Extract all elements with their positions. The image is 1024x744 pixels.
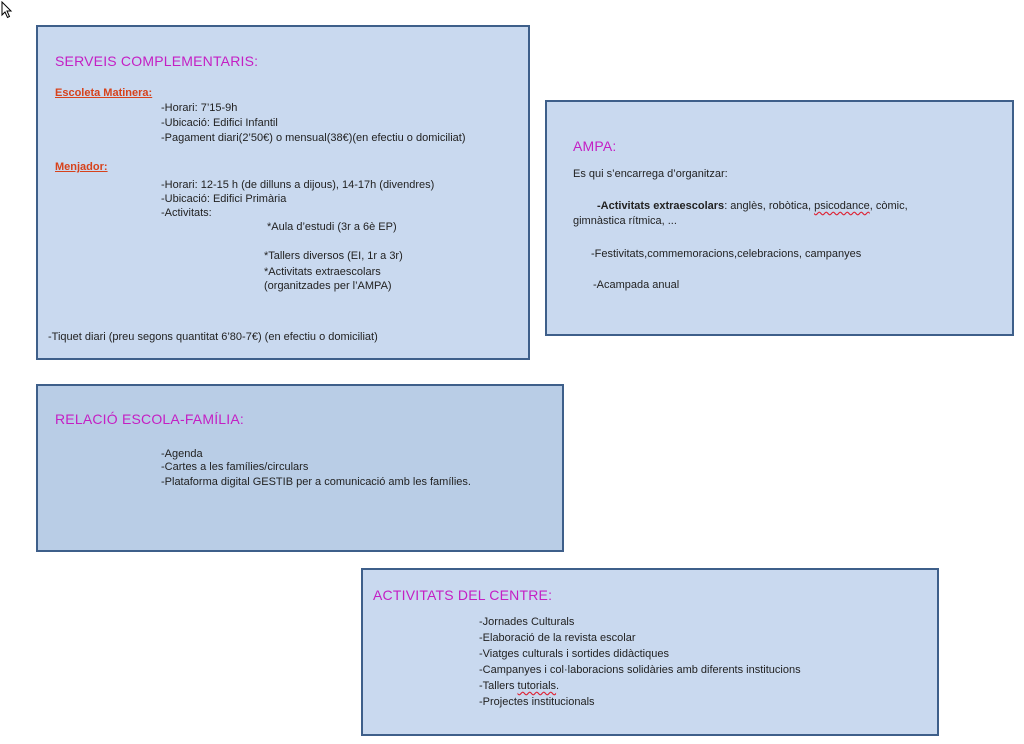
escoleta-pagament: -Pagament diari(2’50€) o mensual(38€)(en efectiu o domiciliat)	[161, 132, 466, 144]
ampa-title: AMPA:	[573, 138, 617, 154]
relacio-escola-familia-box	[36, 384, 564, 552]
relacio-plataforma: -Plataforma digital GESTIB per a comunicació amb les famílies.	[161, 476, 471, 488]
tallers-tutorials: tutorials	[517, 680, 557, 692]
ampa-acampada: -Acampada anual	[593, 279, 680, 291]
serveis-title: SERVEIS COMPLEMENTARIS:	[55, 53, 259, 69]
relacio-cartes: -Cartes a les famílies/circulars	[161, 461, 309, 473]
activitats-centre-box	[361, 568, 939, 736]
activitats-projectes: -Projectes institucionals	[479, 696, 595, 708]
serveis-complementaris-box	[36, 25, 530, 360]
organitzades-ampa: (organitzades per l’AMPA)	[264, 280, 392, 292]
escoleta-horari: -Horari: 7’15-9h	[161, 102, 238, 114]
ampa-festivitats: -Festivitats,commemoracions,celebracions, campanyes	[591, 248, 862, 260]
menjador-activitats: -Activitats:	[161, 207, 212, 219]
activitats-jornades: -Jornades Culturals	[479, 616, 575, 628]
menjador-ubicacio: -Ubicació: Edifici Primària	[161, 193, 287, 205]
activitats-campanyes: -Campanyes i col·laboracions solidàries amb diferents institucions	[479, 664, 801, 676]
ampa-gimnastica: gimnàstica rítmica, ...	[573, 215, 677, 227]
activitats-revista: -Elaboració de la revista escolar	[479, 632, 636, 644]
ampa-extraescolars-list: : anglès, robòtica,	[724, 200, 815, 212]
tallers-prefix: -Tallers	[479, 680, 518, 692]
tallers-diversos: *Tallers diversos (EI, 1r a 3r)	[264, 250, 403, 262]
ampa-intro: Es qui s’encarrega d’organitzar:	[573, 168, 728, 180]
ampa-extraescolars-bold: -Activitats extraescolars	[597, 200, 725, 212]
activitats-extraescolars: *Activitats extraescolars	[264, 266, 381, 278]
menjador-heading: Menjador:	[55, 161, 108, 173]
tallers-suffix: .	[556, 680, 560, 692]
relacio-agenda: -Agenda	[161, 448, 203, 460]
ampa-psicodance: psicodance	[814, 200, 870, 212]
activitats-title: ACTIVITATS DEL CENTRE:	[373, 587, 553, 603]
ampa-box	[545, 100, 1014, 336]
escoleta-heading: Escoleta Matinera:	[55, 87, 153, 99]
activitats-tallers	[479, 679, 559, 693]
escoleta-ubicacio: -Ubicació: Edifici Infantil	[161, 117, 278, 129]
mouse-cursor-icon	[1, 1, 13, 19]
ampa-comic: , còmic,	[869, 200, 908, 212]
menjador-horari: -Horari: 12-15 h (de dilluns a dijous), 14-17h (divendres)	[161, 179, 435, 191]
tiquet-diari: -Tiquet diari (preu segons quantitat 6’80-7€) (en efectiu o domiciliat)	[48, 331, 378, 343]
relacio-title: RELACIÓ ESCOLA-FAMÍLIA:	[55, 411, 244, 427]
ampa-extraescolars	[597, 199, 908, 213]
aula-estudi: *Aula d’estudi (3r a 6è EP)	[267, 221, 397, 233]
activitats-viatges: -Viatges culturals i sortides didàctiques	[479, 648, 669, 660]
